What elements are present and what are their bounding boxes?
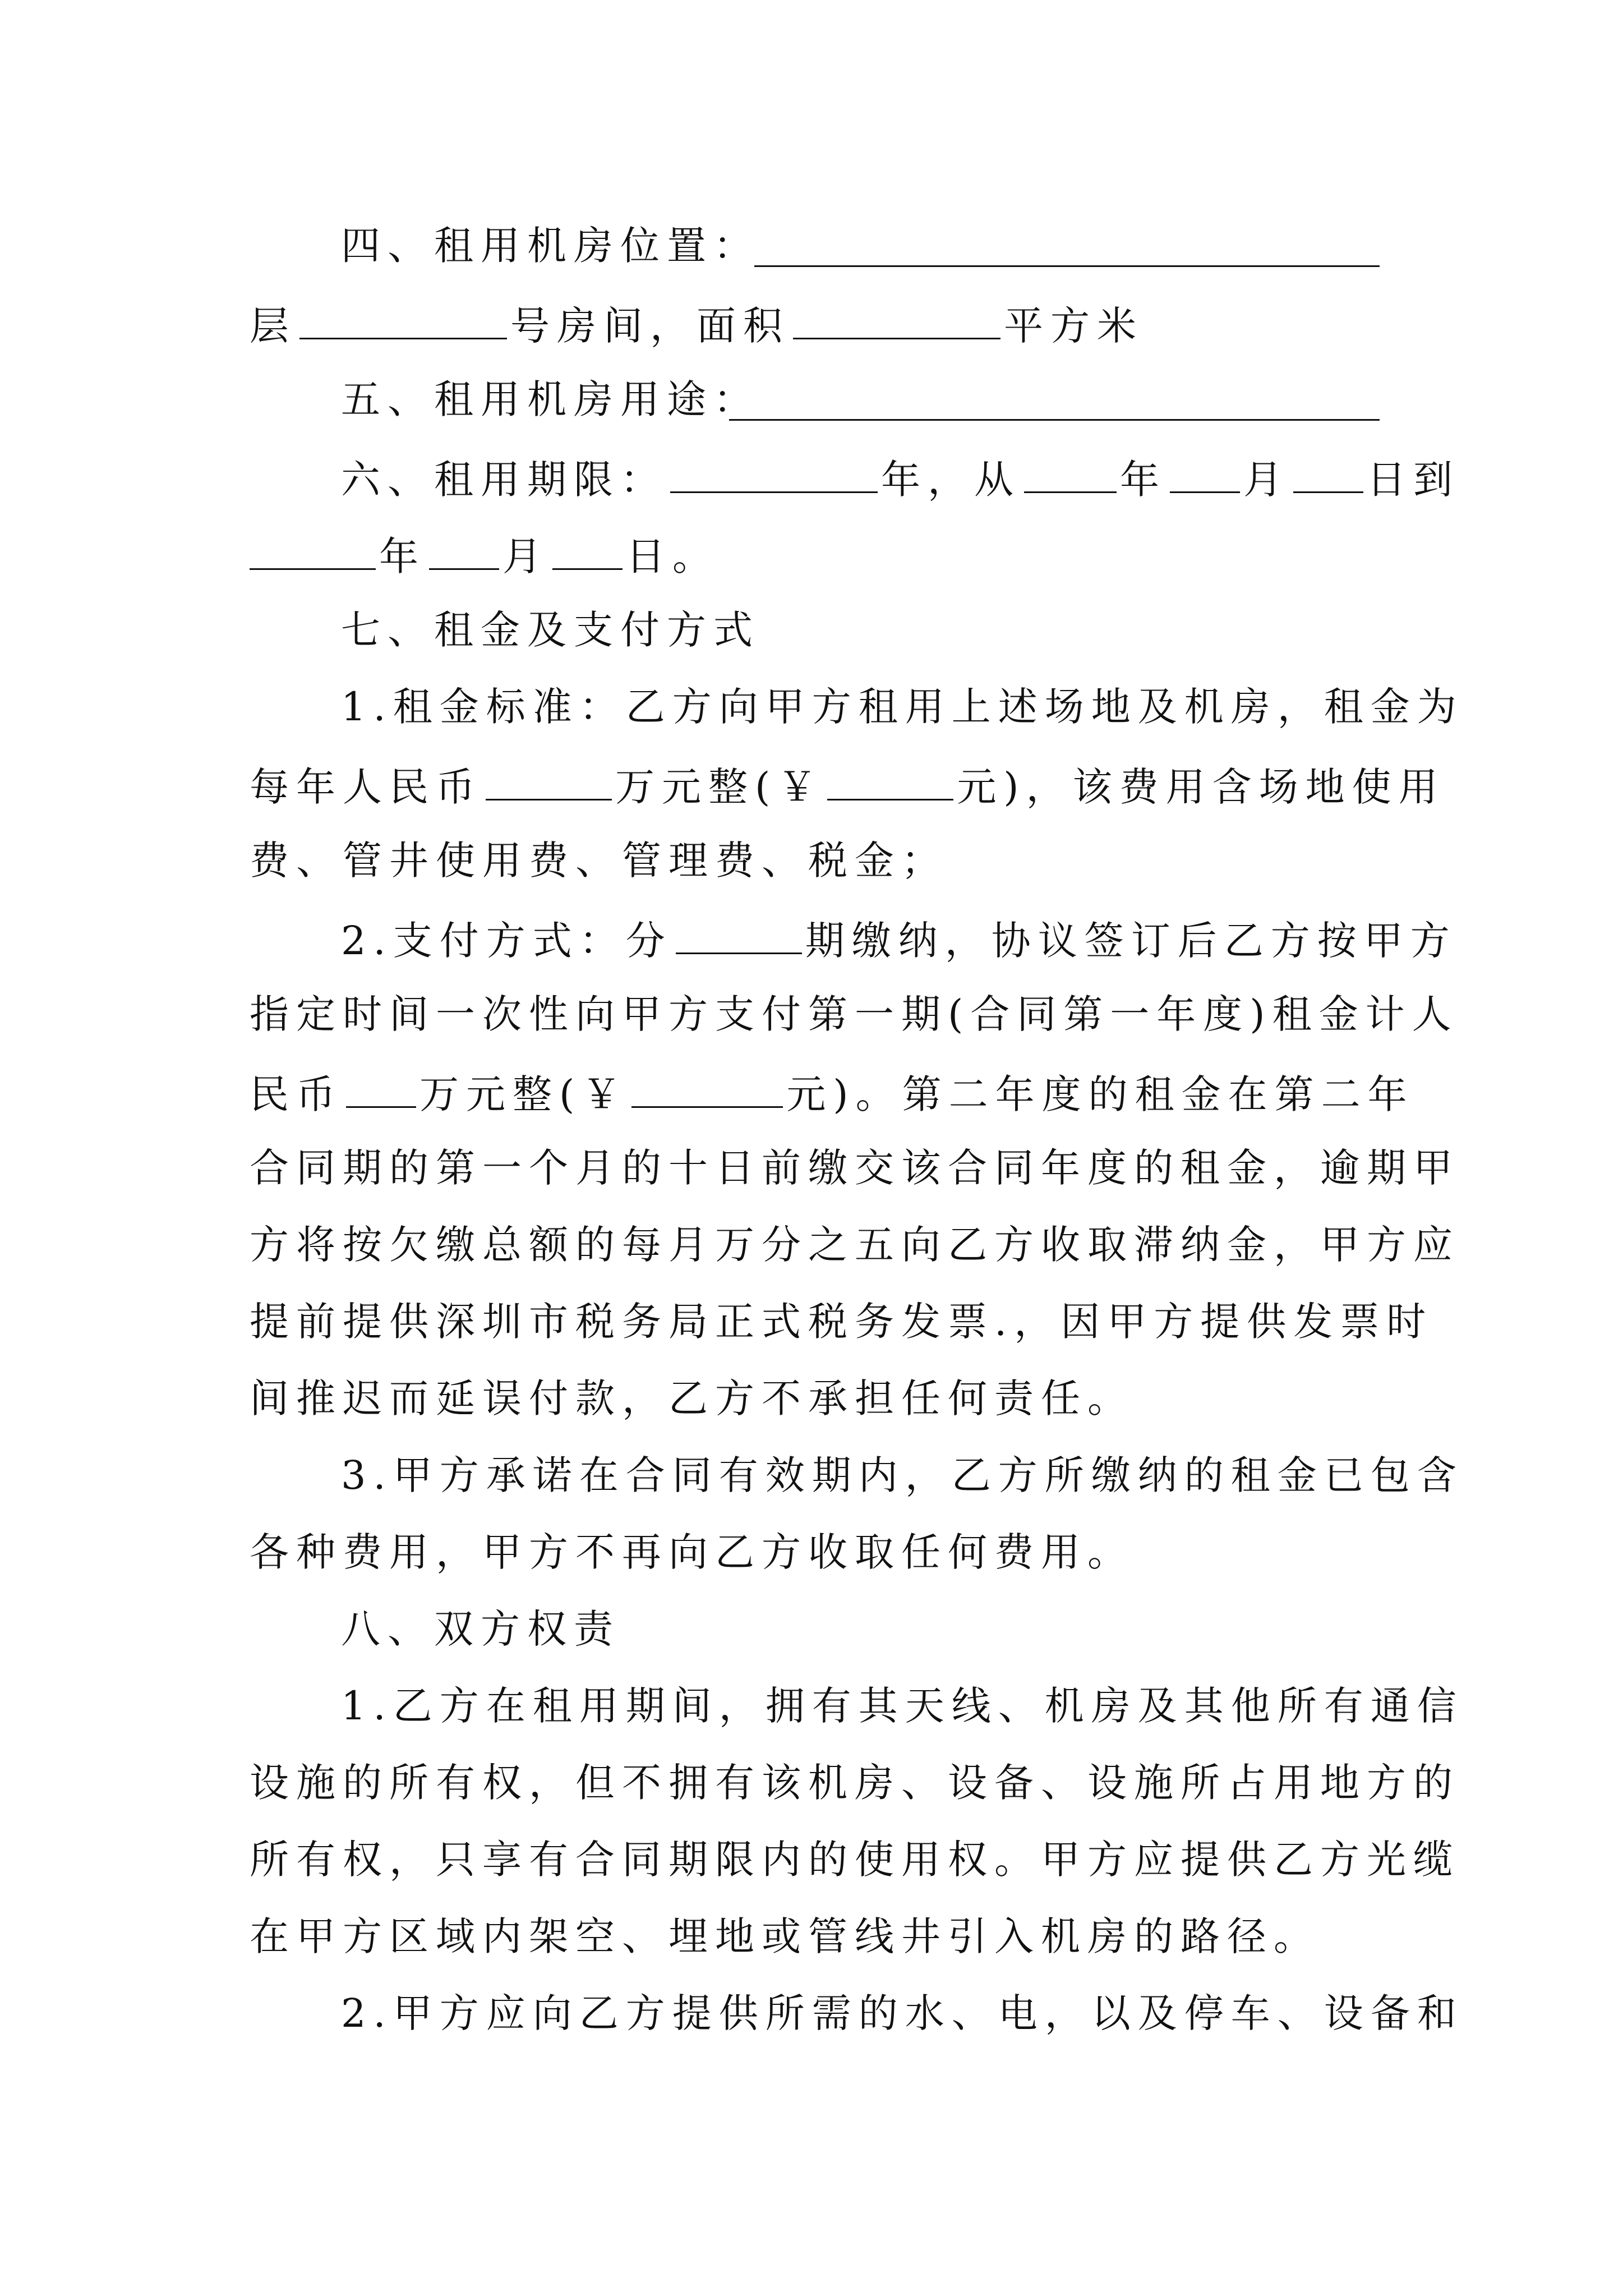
blank-first-yuan <box>631 1071 783 1108</box>
rent-includes <box>250 838 1380 886</box>
text: 各种费用，甲方不再向乙方收取任何费用。 <box>250 1529 1134 1575</box>
text: 费、管井使用费、管理费、税金； <box>250 838 948 884</box>
text-line <box>250 991 1459 1039</box>
blank-area <box>793 303 1000 339</box>
rent-amount <box>250 764 1445 810</box>
text: 间推迟而延误付款，乙方不承担任何责任。 <box>250 1375 1134 1421</box>
blank-start-month <box>1170 457 1240 493</box>
payment-method <box>341 918 1457 964</box>
text-line <box>250 1222 1460 1270</box>
section-7-heading <box>341 607 1380 655</box>
text: 3.甲方承诺在合同有效期内，乙方所缴纳的租金已包含 <box>341 1452 1464 1498</box>
text: 在甲方区域内架空、埋地或管线井引入机房的路径。 <box>250 1913 1320 1959</box>
blank-end-month <box>429 533 499 570</box>
first-payment <box>250 1071 1414 1117</box>
fee-commitment <box>341 1452 1464 1501</box>
text: 民币 <box>250 1071 343 1117</box>
text: 合同期的第一个月的十日前缴交该合同年度的租金，逾期甲 <box>250 1145 1460 1191</box>
ownership-clause <box>341 1683 1464 1731</box>
text: 七、租金及支付方式 <box>341 607 760 653</box>
section-6-term <box>341 457 1460 503</box>
text: 层 <box>250 303 296 349</box>
text-line <box>250 1375 1380 1424</box>
blank-room <box>299 303 507 339</box>
text-line <box>250 1760 1460 1808</box>
text: 2.甲方应向乙方提供所需的水、电，以及停车、设备和 <box>341 1990 1464 2036</box>
rent-standard <box>341 684 1464 732</box>
blank-rent-yuan <box>827 764 953 800</box>
text: 设施的所有权，但不拥有该机房、设备、设施所占用地方的 <box>250 1760 1460 1806</box>
blank-first-wan <box>346 1071 416 1108</box>
text: 提前提供深圳市税务局正式税务发票.，因甲方提供发票时 <box>250 1299 1433 1345</box>
text: 八、双方权责 <box>341 1606 620 1652</box>
blank-start-day <box>1293 457 1363 493</box>
text: 2.支付方式：分 <box>341 918 672 964</box>
blank-start-year <box>1024 457 1117 493</box>
text-line <box>250 1299 1433 1347</box>
text: 万元整(￥ <box>615 764 824 810</box>
text: 元)。第二年度的租金在第二年 <box>786 1071 1414 1117</box>
text: 四、租用机房位置： <box>341 223 760 269</box>
text-line <box>250 1837 1460 1885</box>
text: 平方米 <box>1004 303 1144 349</box>
blank-end-day <box>552 533 623 570</box>
blank-end-year <box>250 533 376 570</box>
text: 1.乙方在租用期间，拥有其天线、机房及其他所有通信 <box>341 1683 1464 1729</box>
text: 日。 <box>626 533 719 579</box>
text: 年 <box>1120 457 1166 503</box>
utilities-clause <box>341 1990 1464 2039</box>
section-8-heading <box>341 1606 1380 1654</box>
text: 五、租用机房用途： <box>341 376 760 422</box>
text-line <box>250 1529 1380 1577</box>
text: 年，从 <box>881 457 1021 503</box>
text: 每年人民币 <box>250 764 482 810</box>
blank-rent-wan <box>486 764 612 800</box>
text: 月 <box>1243 457 1290 503</box>
text: 方将按欠缴总额的每月万分之五向乙方收取滞纳金，甲方应 <box>250 1222 1460 1268</box>
text-line <box>250 1145 1460 1193</box>
location-detail <box>250 303 1380 348</box>
text: 六、租用期限： <box>341 457 667 503</box>
text: 元)，该费用含场地使用 <box>957 764 1445 810</box>
text: 日到 <box>1367 457 1460 503</box>
text: 万元整(￥ <box>419 1071 629 1117</box>
blank-usage <box>729 417 1380 421</box>
text: 号房间，面积 <box>510 303 790 349</box>
text: 月 <box>502 533 549 579</box>
text: 年 <box>379 533 426 579</box>
text: 指定时间一次性向甲方支付第一期(合同第一年度)租金计人 <box>250 991 1459 1037</box>
term-end <box>250 533 1380 578</box>
text: 期缴纳，协议签订后乙方按甲方 <box>805 918 1457 964</box>
text: 1.租金标准：乙方向甲方租用上述场地及机房，租金为 <box>341 684 1464 730</box>
blank-installments <box>676 918 802 954</box>
blank-years <box>670 457 878 493</box>
text-line <box>250 1913 1380 1962</box>
text: 所有权，只享有合同期限内的使用权。甲方应提供乙方光缆 <box>250 1837 1460 1883</box>
blank-location <box>754 264 1380 267</box>
